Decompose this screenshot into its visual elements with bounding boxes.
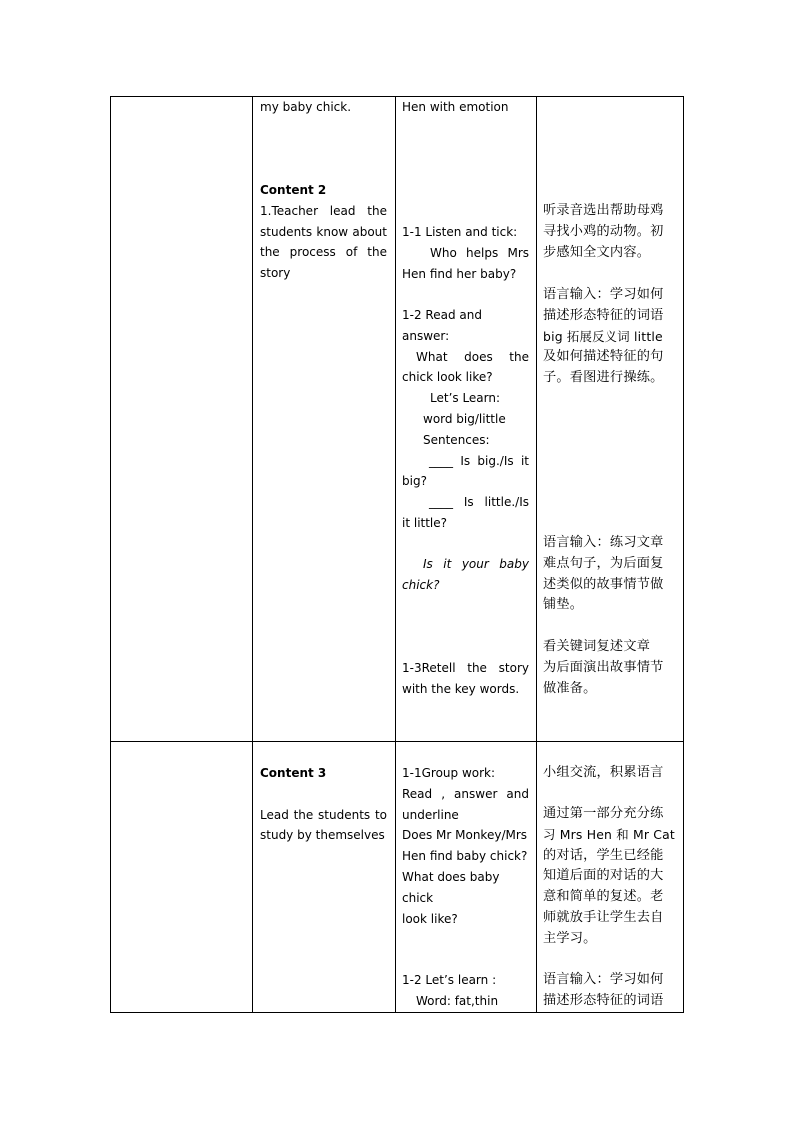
purpose-line: 知道后面的对话的大 [543, 868, 664, 884]
row1-teacher-activity-top [260, 97, 387, 118]
activity-1-1-line: Hen find her baby? [402, 266, 517, 281]
table-right-border [683, 96, 684, 1013]
row2-purpose-3 [543, 970, 678, 1012]
purpose-line: 意和简单的复述。老 [543, 889, 664, 905]
group-work-line: What does baby chick [402, 869, 500, 905]
purpose-line: 做准备。 [543, 680, 597, 696]
purpose-line: 为后面演出故事情节 [543, 659, 664, 675]
row1-top-text: my baby chick. [260, 100, 352, 114]
purpose-line: 师就放手让学生去自 [543, 909, 664, 925]
purpose-line: 主学习。 [543, 930, 597, 946]
purpose-line: 寻找小鸡的动物。初 [543, 223, 664, 239]
group-work-line: Hen find baby chick? [402, 849, 528, 864]
row2-activity-1-2 [402, 970, 529, 1012]
row1-purpose-3 [543, 533, 678, 616]
activity-1-1-line: Who helps Mrs [430, 245, 529, 260]
sentence-pattern: ____ Is little./Is [429, 495, 529, 510]
purpose-line: 步感知全文内容。 [543, 244, 651, 260]
purpose-line: 看关键词复述文章 [543, 639, 651, 654]
column-divider-1 [252, 96, 253, 1013]
lets-learn-title: Let’s Learn: [430, 391, 501, 406]
purpose-line: 难点句子，为后面复 [543, 555, 664, 571]
purpose-line: 语言输入：练习文章 [543, 535, 664, 550]
row1-purpose-4 [543, 637, 678, 699]
activity-1-2-line: chick look like? [402, 370, 493, 385]
purpose-line: 描述形态特征的词语 [543, 307, 664, 323]
purpose-line: 通过第一部分充分练 [543, 806, 664, 821]
group-work-line: Read , answer and [402, 786, 529, 801]
purpose-line: 及如何描述特征的句 [543, 349, 664, 365]
activity-1-3-line: 1-3Retell the story [402, 661, 529, 675]
purpose-line: big 拓展反义词 little [543, 328, 663, 344]
key-sentence-line: chick? [402, 577, 440, 592]
content-2-line: students know about [260, 224, 387, 239]
lets-learn-sentences: Sentences: [423, 432, 490, 447]
purpose-line: 子。看图进行操练。 [543, 370, 664, 386]
row1-student-activity-top [402, 97, 529, 118]
key-sentence-line: Is it your baby [423, 557, 529, 571]
content-2-line: 1.Teacher lead the [260, 203, 387, 218]
purpose-line: 述类似的故事情节做 [543, 576, 664, 592]
row1-activity-1-3 [402, 658, 529, 700]
table-left-border [110, 96, 111, 1013]
activity-1-3-line: with the key words. [402, 681, 520, 696]
row2-activity-1-1 [402, 763, 529, 929]
row2-purpose-2 [543, 804, 678, 950]
content-3-line: Lead the students to [260, 807, 387, 822]
row1-activity-1-2 [402, 305, 529, 534]
row1-purpose-2 [543, 285, 678, 389]
row1-purpose-1 [543, 201, 678, 263]
group-work-title: 1-1Group work: [402, 766, 496, 780]
row1-teacher-activity [260, 180, 387, 284]
purpose-line: 的对话，学生已经能 [543, 847, 664, 863]
row2-teacher-activity [260, 763, 387, 846]
purpose-line: 铺垫。 [543, 597, 584, 613]
content-2-heading: Content 2 [260, 183, 327, 197]
purpose-line: 语言输入：学习如何 [543, 972, 664, 987]
purpose-line: 语言输入：学习如何 [543, 287, 664, 302]
row2-purpose-1 [543, 763, 678, 784]
activity-1-2-title: 1-2 Read and answer: [402, 308, 482, 343]
sentence-pattern: big? [402, 474, 427, 489]
column-divider-2 [395, 96, 396, 1013]
lets-learn-title: 1-2 Let’s learn : [402, 973, 497, 987]
lets-learn-word: word big/little [423, 411, 506, 426]
sentence-pattern: it little? [402, 515, 448, 530]
lets-learn-word: Word: fat,thin [416, 993, 499, 1008]
sentence-pattern: ____ Is big./Is it [429, 453, 529, 468]
table-top-border [110, 96, 684, 97]
content-3-heading: Content 3 [260, 766, 327, 780]
group-work-line: look like? [402, 911, 458, 926]
purpose-line: 小组交流，积累语言 [543, 765, 664, 780]
column-divider-3 [536, 96, 537, 1013]
row1-key-sentence [402, 554, 529, 596]
purpose-line: 习 Mrs Hen 和 Mr Cat [543, 826, 675, 842]
content-3-line: study by themselves [260, 828, 385, 843]
activity-1-2-line: What does the [416, 349, 529, 364]
hen-with-emotion: Hen with emotion [402, 100, 509, 114]
purpose-line: 听录音选出帮助母鸡 [543, 203, 664, 218]
group-work-line: Does Mr Monkey/Mrs [402, 828, 528, 843]
row1-activity-1-1 [402, 222, 529, 284]
content-2-line: story [260, 266, 291, 281]
table-bottom-border [110, 1012, 684, 1013]
row-divider [110, 741, 684, 742]
activity-1-1-title: 1-1 Listen and tick: [402, 225, 518, 239]
purpose-line: 描述形态特征的词语 [543, 992, 664, 1008]
group-work-line: underline [402, 807, 459, 822]
content-2-line: the process of the [260, 245, 387, 260]
